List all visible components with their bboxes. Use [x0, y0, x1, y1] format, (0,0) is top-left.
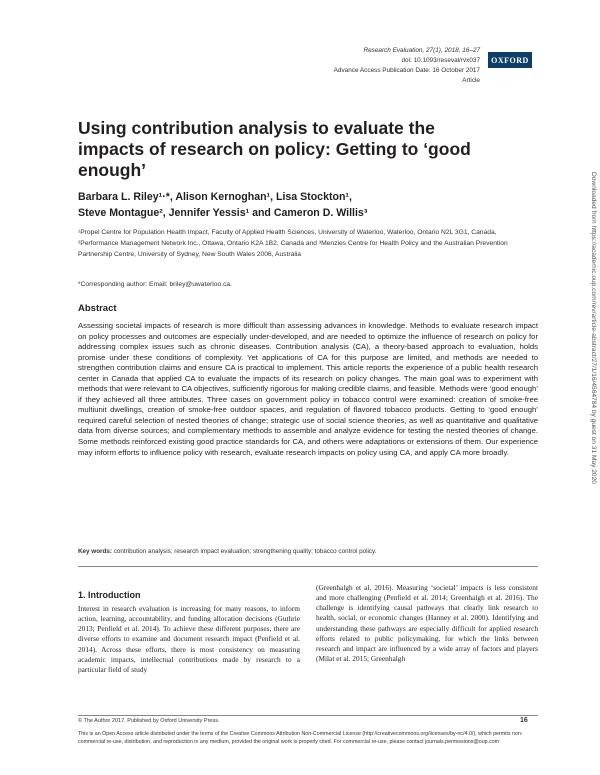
keywords: [78, 548, 538, 555]
abstract-text: Assessing societal impacts of research is more difficult than assessing advances in knowledge. Methods to evaluate research impact on policy processes and outcomes are especially under-developed, and are needed to optimize the influence of research on policy for addressing complex issues such as chronic diseases. Contribution analysis (CA), a theory-based approach to evaluation, holds promise under these conditions of complexity. Yet applications of CA for this purpose are limited, and methods are needed to strengthen contribution claims and ensure CA is practical to implement. This article reports the experience of a public health research center in Canada that applied CA to evaluate the impacts of its research on policy changes. The main goal was to experiment with methods that were relevant to CA objectives, sufficiently rigorous for making credible claims, and feasible. Methods were ‘good enough’ if they achieved all three attributes. Three cases on government policy in tobacco control were examined: creation of smoke-free multiunit dwellings, creation of smoke-free outdoor spaces, and regulation of flavored tobacco products. Getting to ‘good enough’ required careful selection of nested theories of change; strategic use of social science theories, as well as quantitative and qualitative data from diverse sources; and complementary methods to assemble and analyze evidence for testing the nested theories of change. Some methods reinforced existing good practice standards for CA, and others were adaptations or extensions of them. Our experience may inform efforts to influence policy with research, evaluate research impacts on policy using CA, and apply CA more broadly.: [78, 321, 538, 457]
download-watermark: [588, 172, 598, 732]
journal-header: [334, 46, 480, 86]
abstract-heading: Abstract: [78, 303, 117, 314]
article-type: Article: [462, 77, 480, 84]
body-column-left: [78, 604, 300, 675]
keywords-label: Key words:: [78, 548, 112, 555]
divider: [78, 566, 538, 567]
oxford-logo: OXFORD: [488, 52, 532, 68]
footer-divider: [78, 715, 538, 716]
download-note: Downloaded from https://academic.oup.com/rev/article-abstract/27/1/16/4564784 by guest on 31 May 2020: [590, 172, 597, 484]
intro-paragraph-2: (Greenhalgh et al. 2016). Measuring ‘societal’ impacts is less consistent and more challenging (Penfield et al. 2014; Greenhalgh et al. 2016). The challenge is identifying causal pathways that clearly link research to health, social, or economic changes (Hanney et al. 2000). Identifying and understanding these pathways are especially difficult for applied research efforts related to public policymaking, for which the links between research and impact are influenced by a wide array of factors and players (Milat et al. 2015; Greenhalgh: [316, 583, 538, 664]
body-column-right: [316, 583, 538, 664]
authors-line-1: Barbara L. Riley¹·*, Alison Kernoghan¹, Lisa Stockton¹,: [78, 191, 352, 203]
affiliations: ¹Propel Centre for Population Health Impact, Faculty of Applied Health Sciences, University of Waterloo, Waterloo, Ontario N2L 3G1, Canada, ²Performance Management Network Inc., Ottawa, Ontario K2A 1B2, Canada and ³Menzies Centre for Health Policy and the Australian Prevention Partnership Centre, University of Sydney, New South Wales 2006, Australia: [78, 229, 508, 259]
doi[interactable]: doi: 10.1093/reseval/rvx037: [401, 57, 480, 64]
copyright-notice: © The Author 2017. Published by Oxford University Press.: [78, 718, 220, 724]
corresponding-author: *Corresponding author: Email: briley@uwaterloo.ca.: [78, 281, 232, 288]
advance-access-date: Advance Access Publication Date: 16 October 2017: [333, 67, 480, 74]
license-notice: This is an Open Access article distributed under the terms of the Creative Commons Attribution Non-Commercial License (http://creativecommons.org/licenses/by-nc/4.0/), which permits non-commercial re-use, distribution, and reproduction in any medium, provided the original work is properly cited. For commercial re-use, please contact journals.permissions@oup.com: [78, 731, 523, 746]
keywords-list: contribution analysis; research impact evaluation; strengthening quality; tobacco control policy.: [113, 548, 377, 555]
author-list: [78, 189, 518, 221]
section-heading-introduction: 1. Introduction: [78, 590, 141, 600]
authors-line-2: Steve Montague², Jennifer Yessis¹ and Cameron D. Willis³: [78, 207, 368, 219]
article-title: Using contribution analysis to evaluate the impacts of research on policy: Getting to ‘good enough’: [78, 118, 471, 180]
page-number: 16: [520, 717, 528, 724]
intro-paragraph-1: Interest in research evaluation is increasing for many reasons, to inform action, learning, accountability, and funding allocation decisions (Guthrie 2013; Penfield et al. 2014). To achieve these different purposes, there are diverse efforts to examine and document research impact (Penfield et al. 2014). Across these efforts, there is most consistency on measuring academic impacts, intellectual contributions made by research to a particular field of study: [78, 604, 300, 674]
journal-citation: Research Evaluation, 27(1), 2018, 16–27: [363, 47, 480, 54]
